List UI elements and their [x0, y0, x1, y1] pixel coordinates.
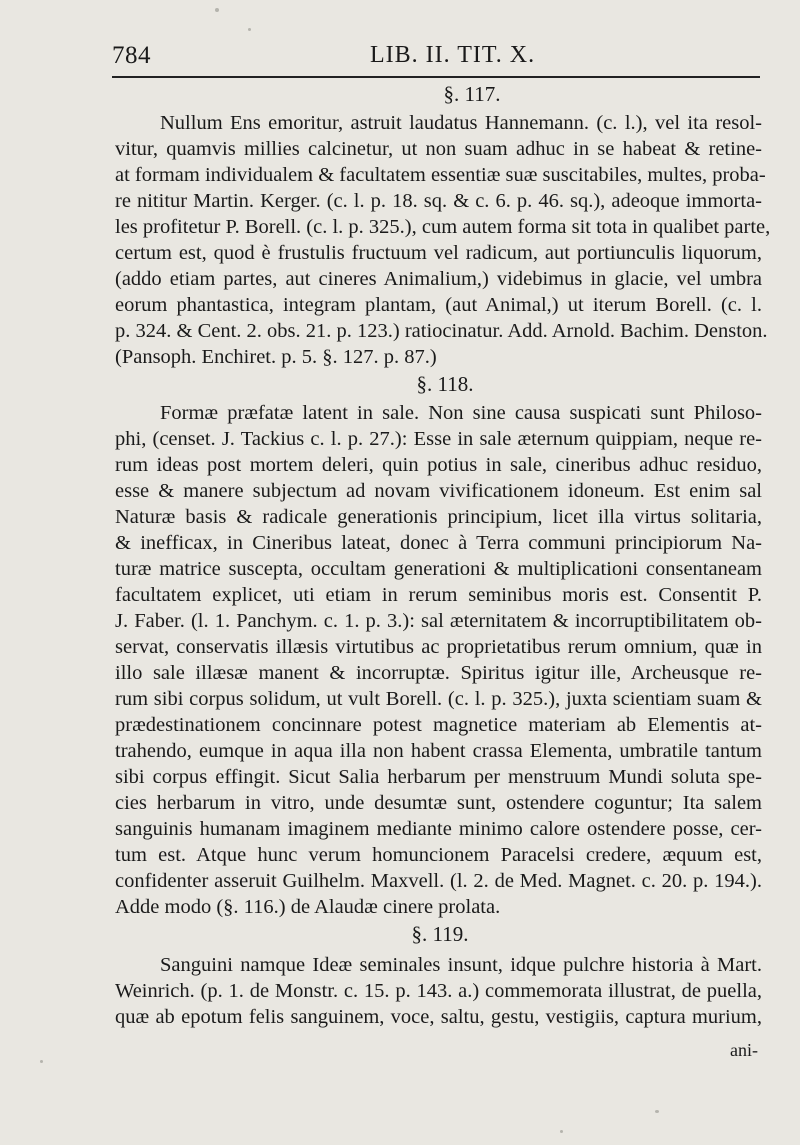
section-heading-118: §. 118.	[416, 372, 474, 396]
section-heading-119: §. 119.	[411, 922, 469, 946]
text-line: cies herbarum in vitro, unde desumtæ sunt, ostendere coguntur; Ita salem	[115, 792, 762, 814]
paper-speckle	[655, 1110, 659, 1113]
text-line: tum est. Atque hunc verum homuncionem Paracelsi credere, æquum est,	[115, 844, 762, 866]
text-line: les profitetur P. Borell. (c. l. p. 325.), cum autem forma sit tota in qualibet parte,	[115, 216, 771, 238]
text-line: phi, (censet. J. Tackius c. l. p. 27.): Esse in sale æternum quippiam, neque re-	[115, 428, 762, 450]
text-line: trahendo, eumque in aqua illa non habent crassa Elementa, umbratile tantum	[115, 740, 762, 762]
paper-speckle	[248, 28, 251, 31]
text-line: Naturæ basis & radicale generationis principium, licet illa virtus solitaria,	[115, 506, 762, 528]
text-line: esse & manere subjectum ad novam vivificationem idoneum. Est enim sal	[115, 480, 762, 502]
text-line: J. Faber. (l. 1. Panchym. c. 1. p. 3.): sal æternitatem & incorruptibilitatem ob-	[115, 610, 762, 632]
text-line: facultatem explicet, uti etiam in rerum seminibus moris est. Consentit P.	[115, 584, 762, 606]
text-line: Sanguini namque Ideæ seminales insunt, idque pulchre historia à Mart.	[160, 954, 762, 976]
text-line: (Pansoph. Enchiret. p. 5. §. 127. p. 87.)	[115, 346, 437, 368]
text-line: re nititur Martin. Kerger. (c. l. p. 18. sq. & c. 6. p. 46. sq.), adeoque immorta-	[115, 190, 762, 212]
text-line: Formæ præfatæ latent in sale. Non sine causa suspicati sunt Philoso-	[160, 402, 762, 424]
text-line: rum ideas post mortem deleri, quin potius in sale, cineribus adhuc residuo,	[115, 454, 762, 476]
text-line: prædestinationem concinnare potest magnetice materiam ab Elementis at-	[115, 714, 762, 736]
page-number: 784	[112, 42, 151, 69]
text-line: rum sibi corpus solidum, ut vult Borell. (c. l. p. 325.), juxta scientiam suam &	[115, 688, 762, 710]
section-heading-117: §. 117.	[443, 82, 501, 106]
text-line: Adde modo (§. 116.) de Alaudæ cinere prolata.	[115, 896, 501, 918]
text-line: sibi corpus effingit. Sicut Salia herbarum per menstruum Mundi soluta spe-	[115, 766, 762, 788]
text-line: confidenter asseruit Guilhelm. Maxvell. (l. 2. de Med. Magnet. c. 20. p. 194.).	[115, 870, 762, 892]
text-line: Nullum Ens emoritur, astruit laudatus Hannemann. (c. l.), vel ita resol-	[160, 112, 762, 134]
page-header	[112, 40, 760, 78]
text-line: servat, conservatis illæsis virtutibus ac proprietatibus rerum omnium, quæ in	[115, 636, 762, 658]
text-line: & inefficax, in Cineribus lateat, donec à Terra communi principiorum Na-	[115, 532, 762, 554]
paper-speckle	[40, 1060, 43, 1063]
text-line: quæ ab epotum felis sanguinem, voce, saltu, gestu, vestigiis, captura murium,	[115, 1006, 762, 1028]
text-line: eorum phantastica, integram plantam, (aut Animal,) ut iterum Borell. (c. l.	[115, 294, 762, 316]
running-head: LIB. II. TIT. X.	[370, 42, 536, 68]
paper-speckle	[215, 8, 219, 12]
text-line: (addo etiam partes, aut cineres Animalium,) videbimus in glacie, vel umbra	[115, 268, 762, 290]
text-line: turæ matrice suscepta, occultam generationi & multiplicationi consentaneam	[115, 558, 762, 580]
catchword: ani-	[730, 1040, 758, 1060]
paper-speckle	[560, 1130, 563, 1133]
text-line: sanguinis humanam imaginem mediante minimo calore ostendere posse, cer-	[115, 818, 762, 840]
text-line: at formam individualem & facultatem essentiæ suæ suscitabiles, multes, proba-	[115, 164, 766, 186]
text-line: certum est, quod è frustulis fructuum vel radicum, aut portiunculis liquorum,	[115, 242, 762, 264]
text-line: Weinrich. (p. 1. de Monstr. c. 15. p. 143. a.) commemorata illustrat, de puella,	[115, 980, 762, 1002]
text-line: vitur, quamvis millies calcinetur, ut non suam adhuc in se habeat & retine-	[115, 138, 762, 160]
text-line: illo sale illæsæ manent & incorruptæ. Spiritus igitur ille, Archeusque re-	[115, 662, 762, 684]
text-line: p. 324. & Cent. 2. obs. 21. p. 123.) ratiocinatur. Add. Arnold. Bachim. Denston.	[115, 320, 768, 342]
